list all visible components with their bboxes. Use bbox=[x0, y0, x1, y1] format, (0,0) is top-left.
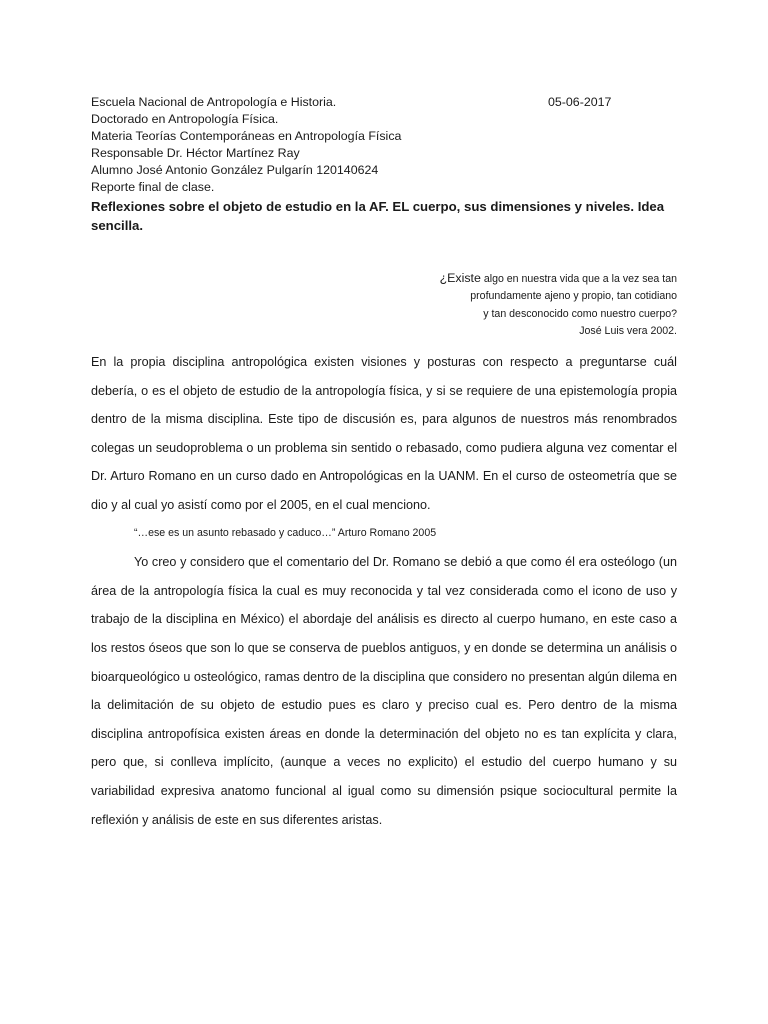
header-program: Doctorado en Antropología Física. bbox=[91, 112, 279, 126]
document-body bbox=[91, 348, 677, 834]
epigraph bbox=[317, 270, 677, 341]
epigraph-line-1 bbox=[317, 270, 677, 288]
epigraph-attribution: José Luis vera 2002. bbox=[579, 325, 677, 338]
epigraph-line-3: y tan desconocido como nuestro cuerpo? bbox=[483, 307, 677, 320]
header-report-type: Reporte final de clase. bbox=[91, 180, 215, 194]
epigraph-line-2: profundamente ajeno y propio, tan cotidiano bbox=[470, 290, 677, 303]
body-paragraph-2: Yo creo y considero que el comentario del Dr. Romano se debió a que como él era osteólogo (un área de la antropología física la cual es muy reconocida y tal vez considerada como el icono de uso y trabajo de la disciplina en México) el abordaje del análisis es directo al cuerpo humano, en este caso a los restos óseos que son lo que se conserva de pueblos antiguos, y en donde se determina un análisis o bioarqueológico u osteológico, ramas dentro de la disciplina que considero no presentan algún dilema en la delimitación de su objeto de estudio pues es claro y preciso cual es. Pero dentro de la misma disciplina antropofísica existen áreas en donde la determinación del objeto no es tan explícita y clara, pero que, si conlleva implícito, (aunque a veces no explicito) el estudio del cuerpo humano y su variabilidad expresiva anatomo funcional al igual como su dimensión psique sociocultural permite la reflexión y análisis de este en sus diferentes aristas. bbox=[91, 555, 677, 827]
body-quote: “…ese es un asunto rebasado y caduco…” Arturo Romano 2005 bbox=[134, 526, 437, 539]
document-date: 05-06-2017 bbox=[548, 95, 612, 109]
header-student: Alumno José Antonio González Pulgarín 120140624 bbox=[91, 163, 379, 177]
header-instructor: Responsable Dr. Héctor Martínez Ray bbox=[91, 146, 300, 160]
body-paragraph-1: En la propia disciplina antropológica existen visiones y posturas con respecto a preguntarse cuál debería, o es el objeto de estudio de la antropología física, y si se requiere de una epistemología propia dentro de la misma disciplina. Este tipo de discusión es, para algunos de nuestros más renombrados colegas un seudoproblema o un problema sin sentido o rebasado, como pudiera alguna vez comentar el Dr. Arturo Romano en un curso dado en Antropológicas en la UANM. En el curso de osteometría que se dio y al cual yo asistí como por el 2005, en el cual menciono. bbox=[91, 355, 677, 512]
epigraph-line-1-rest: algo en nuestra vida que a la vez sea tan bbox=[480, 273, 677, 285]
epigraph-first-word: ¿Existe bbox=[439, 271, 481, 285]
header-course: Materia Teorías Contemporáneas en Antropología Física bbox=[91, 129, 402, 143]
header-school: Escuela Nacional de Antropología e Historia. bbox=[91, 95, 337, 109]
document-title: Reflexiones sobre el objeto de estudio en la AF. EL cuerpo, sus dimensiones y niveles. Idea sencilla. bbox=[91, 199, 665, 233]
